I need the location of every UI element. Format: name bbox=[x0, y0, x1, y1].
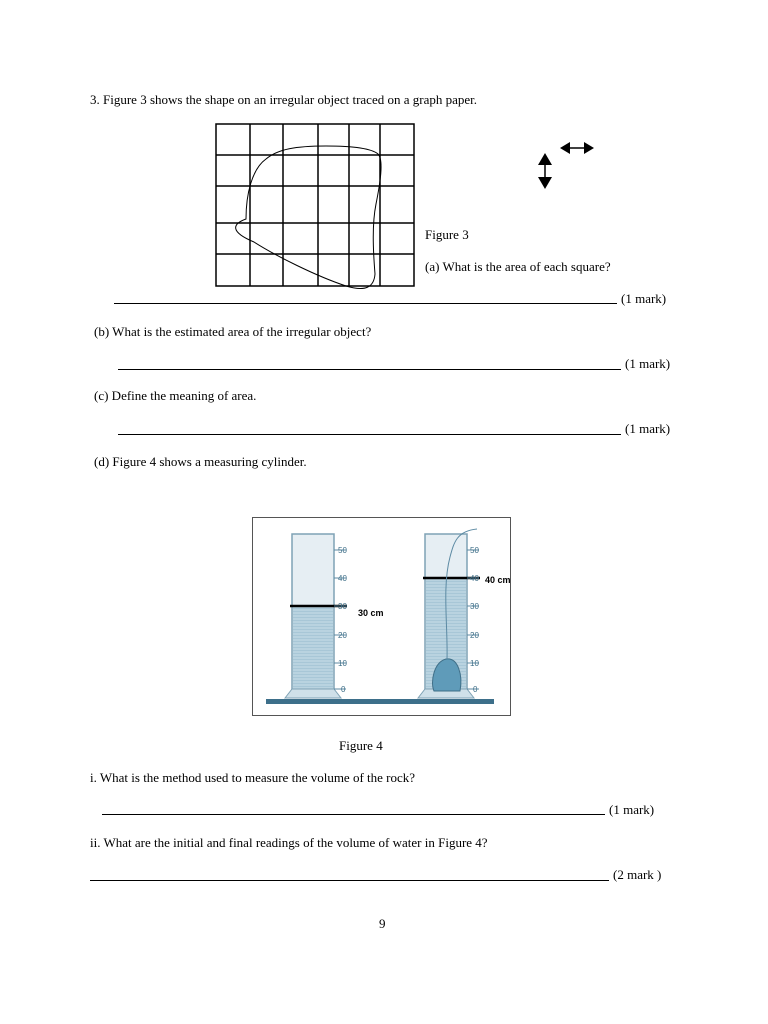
right-scale-label: 0 bbox=[473, 685, 478, 694]
irregular-object-outline bbox=[236, 146, 381, 289]
right-scale-label: 20 bbox=[470, 631, 479, 640]
left-reading-label: 30 cm bbox=[358, 608, 384, 618]
part-a-answer-line[interactable] bbox=[114, 303, 617, 304]
right-scale-label: 30 bbox=[470, 602, 479, 611]
question-i-answer-line[interactable] bbox=[102, 814, 605, 815]
left-scale-label: 40 bbox=[338, 574, 347, 583]
right-scale-label: 40 bbox=[470, 574, 479, 583]
figure-4-caption: Figure 4 bbox=[339, 738, 383, 753]
part-c-answer-line[interactable] bbox=[118, 434, 621, 435]
question-3-intro: 3. Figure 3 shows the shape on an irregular object traced on a graph paper. bbox=[90, 92, 477, 107]
part-c-question: (c) Define the meaning of area. bbox=[94, 388, 257, 403]
question-ii-mark: (2 mark ) bbox=[613, 867, 662, 882]
page-number: 9 bbox=[379, 916, 386, 931]
figure-3-graph-paper bbox=[216, 124, 416, 288]
horizontal-double-arrow-icon bbox=[560, 140, 594, 156]
figure-3-caption: Figure 3 bbox=[425, 227, 469, 242]
figure-4-measuring-cylinders bbox=[252, 517, 511, 716]
vertical-double-arrow-icon bbox=[537, 153, 553, 189]
left-scale-label: 0 bbox=[341, 685, 346, 694]
question-i: i. What is the method used to measure the volume of the rock? bbox=[90, 770, 416, 785]
right-scale-label: 10 bbox=[470, 659, 479, 668]
question-ii-answer-line[interactable] bbox=[90, 880, 609, 881]
part-b-answer-line[interactable] bbox=[118, 369, 621, 370]
left-scale-label: 30 bbox=[338, 602, 347, 611]
left-scale-label: 50 bbox=[338, 546, 347, 555]
right-reading-label: 40 cm bbox=[485, 575, 511, 585]
left-scale-label: 20 bbox=[338, 631, 347, 640]
part-a-mark: (1 mark) bbox=[621, 291, 667, 306]
question-i-mark: (1 mark) bbox=[609, 802, 655, 817]
part-b-question: (b) What is the estimated area of the irregular object? bbox=[94, 324, 372, 339]
right-scale-label: 50 bbox=[470, 546, 479, 555]
question-ii: ii. What are the initial and final readings of the volume of water in Figure 4? bbox=[90, 835, 488, 850]
part-a-question: (a) What is the area of each square? bbox=[425, 259, 611, 274]
part-c-mark: (1 mark) bbox=[625, 421, 671, 436]
part-b-mark: (1 mark) bbox=[625, 356, 671, 371]
part-d-question: (d) Figure 4 shows a measuring cylinder. bbox=[94, 454, 307, 469]
left-scale-label: 10 bbox=[338, 659, 347, 668]
